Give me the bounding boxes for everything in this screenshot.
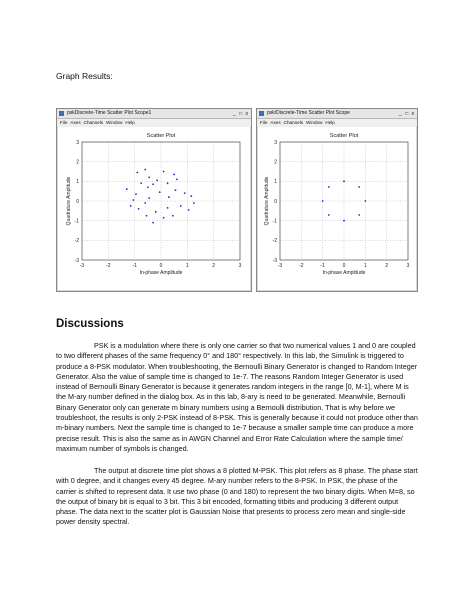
matlab-app-icon: [259, 111, 264, 116]
y-tick-label: 2: [274, 159, 277, 166]
x-tick-label: -3: [277, 263, 283, 269]
y-tick-label: -3: [74, 257, 79, 264]
y-tick-label: 2: [76, 159, 79, 166]
menu-axes[interactable]: Axes: [270, 120, 281, 125]
scatter-point: [190, 195, 192, 197]
y-tick-label: -2: [74, 238, 79, 245]
x-axis-label: In-phase Amplitude: [322, 270, 366, 276]
y-tick-label: 1: [76, 179, 79, 186]
y-tick-label: -2: [272, 238, 277, 245]
y-tick-label: -3: [272, 257, 277, 264]
scatter-point: [343, 180, 345, 182]
scatter-point: [144, 169, 146, 171]
x-tick-label: 1: [185, 263, 189, 269]
scatter-point: [193, 202, 195, 204]
x-tick-label: 0: [159, 263, 163, 269]
menu-channels[interactable]: Channels: [283, 120, 304, 125]
discussion-paragraph-2: The output at discrete time plot shows a 8 plotted M-PSK. This plot refers as 8 phase. The phase start with 0 degree, and it changes every 45 degree. M-ary number refers to the 8-PSK. In PSK, the phase of the carrier is shifted to represent data. It use two phase (0 and 180) to represent the two binary digits. When M=8, so the output of binary bit is equal to 3 bit. This 3 bit encoded, formatting titbits and producing 3 different output phase. The data next to the scatter plot is Gaussian Noise that presents to process zero mean and single-side power density spectral.: [56, 466, 418, 527]
scatter-point: [328, 186, 330, 188]
scatter-scope-window-2: [256, 108, 418, 292]
scatter-point: [364, 200, 366, 202]
x-axis-label: In-phase Amplitude: [139, 270, 183, 276]
scatter-point: [152, 183, 154, 185]
menu-help[interactable]: Help: [125, 120, 135, 125]
scatter-point: [156, 179, 158, 181]
scatter-point: [138, 208, 140, 210]
discussions-heading: Discussions: [56, 318, 124, 330]
scatter-point: [135, 193, 137, 195]
scope2-title: psk/Discrete-Time Scatter Plot Scope: [267, 110, 350, 116]
scatter-point: [130, 205, 132, 207]
scatter-point: [144, 202, 146, 204]
scatter-point: [146, 215, 148, 217]
chart-title: Scatter Plot: [329, 133, 359, 139]
menu-channels[interactable]: Channels: [83, 120, 104, 125]
scatter-point: [148, 197, 150, 199]
y-tick-label: 0: [274, 198, 277, 205]
scatter-point: [176, 178, 178, 180]
scatter-scope-window-1: [56, 108, 252, 292]
chart-title: Scatter Plot: [146, 133, 176, 139]
scatter-point: [163, 171, 165, 173]
scatter-point: [136, 172, 138, 174]
scatter-point: [180, 205, 182, 207]
x-tick-label: -2: [106, 263, 111, 269]
scatter-plot-2: [258, 127, 418, 291]
scatter-point: [188, 209, 190, 211]
scope2-title-bar[interactable]: [257, 109, 417, 119]
scatter-point: [358, 214, 360, 216]
scatter-point: [184, 192, 186, 194]
y-tick-label: 1: [274, 179, 277, 186]
scatter-point: [132, 199, 134, 201]
menu-file[interactable]: File: [260, 120, 268, 125]
y-tick-label: 3: [274, 139, 277, 146]
y-axis-label: Quadrature Amplitude: [66, 176, 72, 226]
menu-file[interactable]: File: [60, 120, 68, 125]
y-tick-label: 0: [76, 198, 79, 205]
scatter-point: [168, 196, 170, 198]
scatter-point: [163, 217, 165, 219]
menu-help[interactable]: Help: [325, 120, 335, 125]
y-axis-label: Quadrature Amplitude: [264, 176, 270, 226]
x-tick-label: -1: [132, 263, 137, 269]
scatter-point: [167, 207, 169, 209]
scatter-plot-1: [58, 127, 252, 291]
window-control-buttons[interactable]: _ □ x: [232, 111, 249, 117]
scatter-point: [322, 200, 324, 202]
x-tick-label: 1: [363, 263, 367, 269]
scatter-point: [173, 174, 175, 176]
scatter-point: [152, 222, 154, 224]
y-tick-label: -1: [74, 218, 79, 225]
graph-results-label: Graph Results:: [56, 71, 113, 81]
scatter-point: [126, 188, 128, 190]
scope1-title: pskDiscrete-Time Scatter Plot Scope1: [67, 110, 152, 116]
scatter-point: [140, 182, 142, 184]
scatter-point: [175, 189, 177, 191]
menu-window[interactable]: Window: [306, 120, 323, 125]
scatter-point: [328, 214, 330, 216]
scatter-point: [148, 177, 150, 179]
y-tick-label: 3: [76, 139, 79, 146]
y-tick-label: -1: [272, 218, 277, 225]
x-tick-label: 2: [385, 263, 389, 269]
x-tick-label: 3: [406, 263, 410, 269]
scatter-point: [155, 211, 157, 213]
scope2-plot-area: [258, 127, 416, 290]
scatter-point: [358, 186, 360, 188]
scatter-point: [159, 191, 161, 193]
matlab-app-icon: [59, 111, 64, 116]
scatter-point: [172, 215, 174, 217]
scope1-title-bar[interactable]: [57, 109, 251, 119]
x-tick-label: 0: [342, 263, 346, 269]
scatter-point: [167, 182, 169, 184]
scatter-point: [147, 186, 149, 188]
scatter-point: [343, 220, 345, 222]
x-tick-label: -3: [79, 263, 85, 269]
x-tick-label: -1: [320, 263, 325, 269]
x-tick-label: 3: [238, 263, 242, 269]
window-control-buttons[interactable]: _ □ x: [398, 111, 415, 117]
menu-window[interactable]: Window: [106, 120, 123, 125]
menu-axes[interactable]: Axes: [70, 120, 81, 125]
discussion-paragraph-1: PSK is a modulation where there is only one carrier so that two numerical values 1 and 0 are coupled to two different phases of the same frequency 0° and 180° respectively. In this lab, the Simulink is triggered to produce a 8-PSK modulator. When troubleshooting, the Bernoulli Binary Generator is changed to Random Integer Generator. Also the value of sample time is changed to 1e-7. The reasons Random Integer Generator is used instead of Bernoulli Binary Generator is because it generates random integers in the range [0, M-1], where M is the M-ary number defined in the dialog box. As in this lab, 8-ary is need to be generated. Meanwhile, Bernoulli Binary Generator only can generate m binary numbers using a Bernoulli distribution. That is why before we troubleshoot, the results is only 2-PSK instead of 8-PSK. This is generally because it could not produce other than m-binary numbers. Next the sample time is changed to 1e-7 because a smaller sample time can produce a more precise result. This is also the same as in AWGN Channel and Error Rate Calculation where the sample time/ maximum number of symbols is changed.: [56, 341, 418, 453]
x-tick-label: 2: [212, 263, 216, 269]
scope1-plot-area: [58, 127, 250, 290]
x-tick-label: -2: [299, 263, 304, 269]
